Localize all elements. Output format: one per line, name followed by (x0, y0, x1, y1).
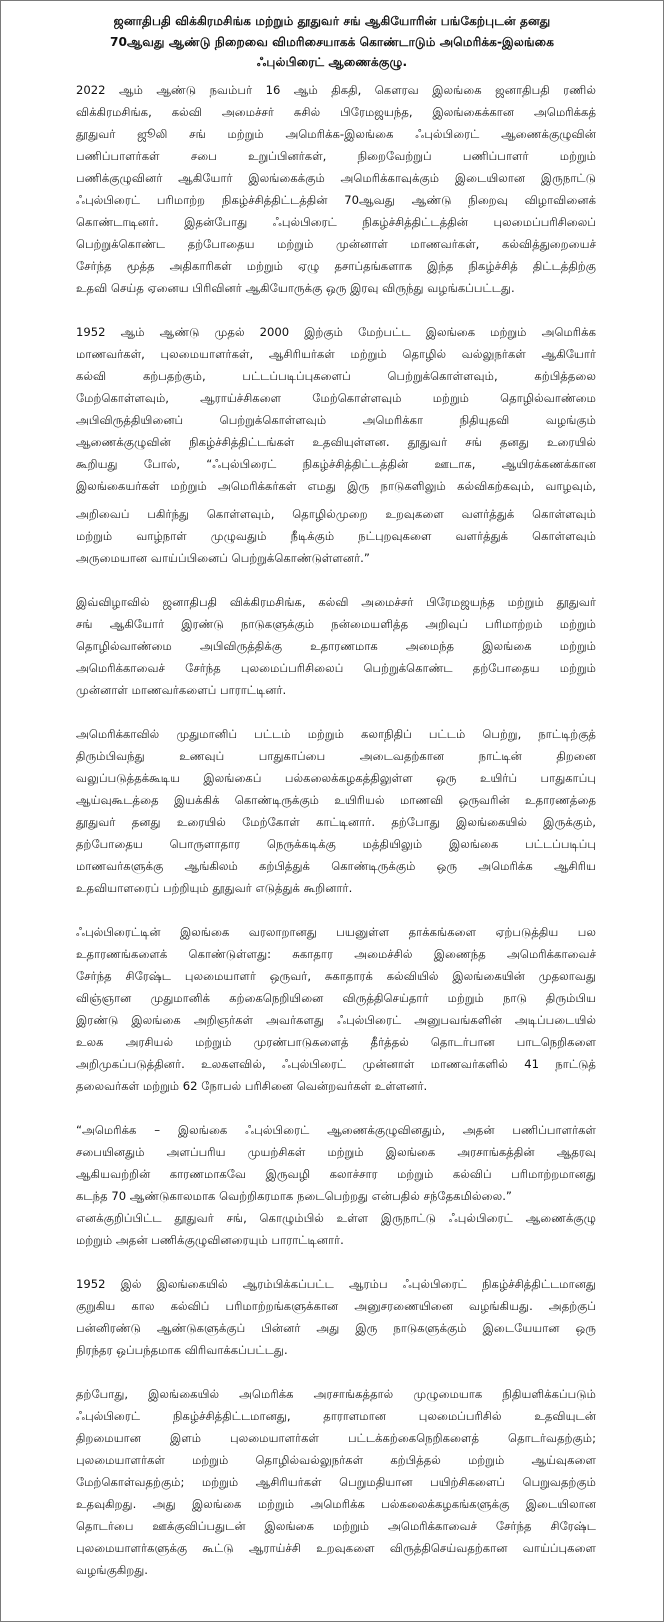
paragraph-line: சேர்ந்த சிரேஷ்ட புலமையாளர் ஒருவர், சுகாதாரக் கல்வியில் இலங்கையின் முதலாவது (76, 968, 596, 983)
paragraph-line: கூறியது போல், “ஃபுல்பிரைட் நிகழ்ச்சித்திட்டத்தின் ஊடாக, ஆயிரக்கணக்கான (76, 456, 596, 471)
paragraph-ceremony (76, 79, 596, 299)
paragraph-line: 2022 ஆம் ஆண்டு நவம்பர் 16 ஆம் திகதி, கௌரவ இலங்கை ஜனாதிபதி ரணில் (76, 82, 596, 97)
paragraph-line: அபிவிருத்தியினைப் பெற்றுக்கொள்ளவும் அமெரிக்கா நிதியுதவி வழங்கும் (76, 412, 596, 427)
paragraph-line: மற்றும் வாழ்நாள் முழுவதும் நீடிக்கும் நட்புறவுகளை வளர்த்துக் கொள்ளவும் (76, 528, 596, 543)
paragraph-line: உலக அரசியல் மற்றும் முரண்பாடுகளைத் தீர்த்தல் தொடர்பான பாடநெறிகளை (76, 1034, 596, 1049)
paragraph-origin-1952 (76, 1273, 596, 1361)
paragraph-line: விஞ்ஞான முதுமானிக் கற்கைநெறியினை விருத்திசெய்தார் மற்றும் நாடு திரும்பிய (76, 990, 596, 1005)
paragraph-line: ஆய்வுகூடத்தை இயக்கிக் கொண்டிருக்கும் உயிரியல் மாணவி ஒருவரின் உதாரணத்தை (76, 792, 596, 807)
paragraph-line: இவ்விழாவில் ஜனாதிபதி விக்கிரமசிங்க, கல்வி அமைச்சர் பிரேமஜயந்த மற்றும் தூதுவர் (76, 594, 596, 609)
paragraph-ambassador-quote (76, 1119, 596, 1251)
paragraph-line: ஃபுல்பிரைட் பரிமாற்ற நிகழ்ச்சித்திட்டத்தின் 70ஆவது ஆண்டு நிறைவு விழாவினைக் (76, 192, 596, 207)
paragraph-impact (76, 921, 596, 1097)
paragraph-line: திறமையான இளம் புலமையாளர்கள் பட்டக்கற்கைநெறிகளைத் தொடர்வதற்கும்; (76, 1430, 596, 1445)
paragraph-line: மேற்கொள்ளவும், ஆராய்ச்சிகளை மேற்கொள்ளவும் மற்றும் தொழில்வாண்மை (76, 390, 596, 405)
paragraph-history (76, 321, 596, 497)
paragraph-line: பெற்றுக்கொண்ட தற்போதைய மற்றும் முன்னாள் மாணவர்கள், கல்வித்துறையைச் (76, 236, 596, 251)
paragraph-line: மற்றும் அதன் பணிக்குழுவினரையும் பாராட்டினார். (76, 1232, 344, 1247)
paragraph-line: புலமையாளர்கள் மற்றும் தொழில்வல்லுநர்கள் கற்பித்தல் மற்றும் ஆய்வுகளை (76, 1452, 596, 1467)
paragraph-line: 1952 ஆம் ஆண்டு முதல் 2000 இற்கும் மேற்பட்ட இலங்கை மற்றும் அமெரிக்க (76, 324, 596, 339)
paragraph-line: மேற்கொள்வதற்கும்; மற்றும் ஆசிரியர்கள் பெறுமதியான பயிற்சிகளைப் பெறுவதற்கும் (76, 1474, 596, 1489)
paragraph-line: தலைவர்கள் மற்றும் 62 நோபல் பரிசினை வென்றவர்கள் உள்ளனர். (76, 1078, 428, 1093)
paragraph-line: தொடர்பை ஊக்குவிப்பதுடன் இலங்கை மற்றும் அமெரிக்காவைச் சேர்ந்த சிரேஷ்ட (76, 1518, 596, 1533)
title-line: ஃபுல்பிரைட் ஆணைக்குழு. (256, 55, 408, 69)
paragraph-line: பன்னிரண்டு ஆண்டுகளுக்குப் பின்னர் அது இரு நாடுகளுக்கும் இடையேயான ஒரு (76, 1320, 596, 1335)
paragraph-line: உதவி செய்த ஏனைய பிரிவினர் ஆகியோருக்கு ஒரு இரவு விருந்து வழங்கப்பட்டது. (76, 280, 515, 295)
paragraph-line: மாணவர்கள், புலமையாளர்கள், ஆசிரியர்கள் மற்றும் தொழில் வல்லுநர்கள் ஆகியோர் (76, 346, 596, 361)
paragraph-line: மாணவர்களுக்கு ஆங்கிலம் கற்பித்துக் கொண்டிருக்கும் ஒரு அமெரிக்க ஆசிரிய (76, 858, 596, 873)
paragraph-line: குறுகிய கால கல்விப் பரிமாற்றங்களுக்கான அனுசரணையினை வழங்கியது. அதற்குப் (76, 1298, 596, 1313)
paragraph-line: அறிவைப் பகிர்ந்து கொள்ளவும், தொழில்முறை உறவுகளை வளர்த்துக் கொள்ளவும் (76, 506, 596, 521)
paragraph-line: கல்வி கற்பதற்கும், பட்டப்படிப்புகளைப் பெற்றுக்கொள்ளவும், கற்பித்தலை (76, 368, 596, 383)
paragraph-line: கடந்த 70 ஆண்டுகாலமாக வெற்றிகரமாக நடைபெற்றது என்பதில் சந்தேகமில்லை.” (76, 1188, 512, 1203)
paragraph-line: வலுப்படுத்தக்கூடிய இலங்கைப் பல்கலைக்கழகத்திலுள்ள ஒரு உயிர்ப் பாதுகாப்பு (76, 770, 596, 785)
paragraph-line: கொண்டாடினர். இதன்போது ஃபுல்பிரைட் நிகழ்ச்சித்திட்டத்தின் புலமைப்பரிசிலைப் (76, 214, 596, 229)
paragraph-line: பணிக்குழுவினர் ஆகியோர் இலங்கைக்கும் அமெரிக்காவுக்கும் இடையிலான இருநாட்டு (76, 170, 596, 185)
paragraph-line: உதவுகிறது. அது இலங்கை மற்றும் அமெரிக்க பல்கலைக்கழகங்களுக்கு இடையிலான (76, 1496, 596, 1511)
paragraph-line: ஃபுல்பிரைட்டின் இலங்கை வரலாறானது பயனுள்ள தாக்கங்களை ஏற்படுத்திய பல (76, 924, 596, 939)
paragraph-line: ஆகியவற்றின் காரணமாகவே இருவழி கலாச்சார மற்றும் கல்விப் பரிமாற்றமானது (76, 1166, 596, 1181)
paragraph-line: இரண்டு இலங்கை அறிஞர்கள் அவர்களது ஃபுல்பிரைட் அனுபவங்களின் அடிப்படையில் (76, 1012, 596, 1027)
title-line: ஜனாதிபதி விக்கிரமசிங்க மற்றும் தூதுவர் சங் ஆகியோரின் பங்கேற்புடன் தனது (113, 14, 551, 28)
title-line: 70ஆவது ஆண்டு நிறைவை விமரிசையாகக் கொண்டாடும் அமெரிக்க-இலங்கை (109, 34, 555, 49)
paragraph-line: தொழில்வாண்மை அபிவிருத்திக்கு உதாரணமாக அமைந்த இலங்கை மற்றும் (76, 638, 596, 653)
paragraph-line: அமெரிக்காவில் முதுமானிப் பட்டம் மற்றும் கலாநிதிப் பட்டம் பெற்று, நாட்டிற்குத் (76, 726, 596, 741)
paragraph-line: 1952 இல் இலங்கையில் ஆரம்பிக்கப்பட்ட ஆரம்ப ஃபுல்பிரைட் நிகழ்ச்சித்திட்டமானது (76, 1276, 596, 1291)
paragraph-current-program (76, 1383, 596, 1581)
paragraph-line: சங் ஆகியோர் இரண்டு நாடுகளுக்கும் நன்மையளித்த அறிவுப் பரிமாற்றம் மற்றும் (76, 616, 596, 631)
paragraph-line: முன்னாள் மாணவர்களைப் பாராட்டினர். (76, 682, 287, 697)
paragraph-line: அறிமுகப்படுத்தினர். உலகளவில், ஃபுல்பிரைட் முன்னாள் மாணவர்களில் 41 நாட்டுத் (76, 1056, 596, 1071)
paragraph-line: அருமையான வாய்ப்பினைப் பெற்றுக்கொண்டுள்ளனர்.” (76, 550, 370, 565)
paragraph-line: தூதுவர் ஜூலி சங் மற்றும் அமெரிக்க-இலங்கை ஃபுல்பிரைட் ஆணைக்குழுவின் (76, 126, 596, 141)
paragraph-line: ஆணைக்குழுவின் நிகழ்ச்சித்திட்டங்கள் உதவியுள்ளன. தூதுவர் சங் தனது உரையில் (76, 434, 596, 449)
paragraph-line: தற்போது, இலங்கையில் அமெரிக்க அரசாங்கத்தால் முழுமையாக நிதியளிக்கப்படும் (76, 1386, 596, 1401)
paragraph-line: புலமையாளர்களுக்கு கூட்டு ஆராய்ச்சி உறவுகளை விருத்திசெய்வதற்கான வாய்ப்புகளை (76, 1540, 596, 1555)
paragraph-line: சேர்ந்த மூத்த அதிகாரிகள் மற்றும் ஏழு தசாப்தங்களாக இந்த நிகழ்ச்சித் திட்டத்திற்கு (76, 258, 596, 273)
paragraph-examples-ambassador (76, 723, 596, 899)
paragraph-line: பணிப்பாளர்கள் சபை உறுப்பினர்கள், நிறைவேற்றுப் பணிப்பாளர் மற்றும் (76, 148, 596, 163)
paragraph-line: திரும்பிவந்து உணவுப் பாதுகாப்பை அடைவதற்கான நாட்டின் திறனை (76, 748, 596, 763)
paragraph-line: விக்கிரமசிங்க, கல்வி அமைச்சர் சுசில் பிரேமஜயந்த, இலங்கைக்கான அமெரிக்கத் (76, 104, 596, 119)
paragraph-line: இலங்கையர்கள் மற்றும் அமெரிக்கர்கள் எமது இரு நாடுகளிலும் கல்விகற்கவும், வாழவும், (76, 478, 596, 493)
paragraph-line: வழங்குகிறது. (76, 1562, 148, 1577)
paragraph-line: நிரந்தர ஒப்பந்தமாக விரிவாக்கப்பட்டது. (76, 1342, 288, 1357)
paragraph-line: தற்போதைய பொருளாதார நெருக்கடிக்கு மத்தியிலும் இலங்கை பட்டப்படிப்பு (76, 836, 596, 851)
paragraph-recognition (76, 591, 596, 701)
paragraph-line: எனக்குறிப்பிட்ட தூதுவர் சங், கொழும்பில் உள்ள இருநாட்டு ஃபுல்பிரைட் ஆணைக்குழு (76, 1210, 596, 1225)
paragraph-line: தூதுவர் தனது உரையில் மேற்கோள் காட்டினார். தற்போது இலங்கையில் இருக்கும், (76, 814, 596, 829)
paragraph-line: உதாரணங்களைக் கொண்டுள்ளது: சுகாதார அமைச்சில் இணைந்த அமெரிக்காவைச் (76, 946, 596, 961)
paragraph-history-quote-continuation (76, 503, 596, 569)
paragraph-line: சபையினதும் அளப்பரிய முயற்சிகள் மற்றும் இலங்கை அரசாங்கத்தின் ஆதரவு (76, 1144, 596, 1159)
document-title (41, 11, 623, 73)
paragraph-line: உதவியாளரைப் பற்றியும் தூதுவர் எடுத்துக் கூறினார். (76, 880, 353, 895)
paragraph-line: ஃபுல்பிரைட் நிகழ்ச்சித்திட்டமானது, தாராளமான புலமைப்பரிசில் உதவியுடன் (76, 1408, 596, 1423)
paragraph-line: “அமெரிக்க – இலங்கை ஃபுல்பிரைட் ஆணைக்குழுவினதும், அதன் பணிப்பாளர்கள் (76, 1122, 596, 1137)
paragraph-line: அமெரிக்காவைச் சேர்ந்த புலமைப்பரிசிலைப் பெற்றுக்கொண்ட தற்போதைய மற்றும் (76, 660, 596, 675)
